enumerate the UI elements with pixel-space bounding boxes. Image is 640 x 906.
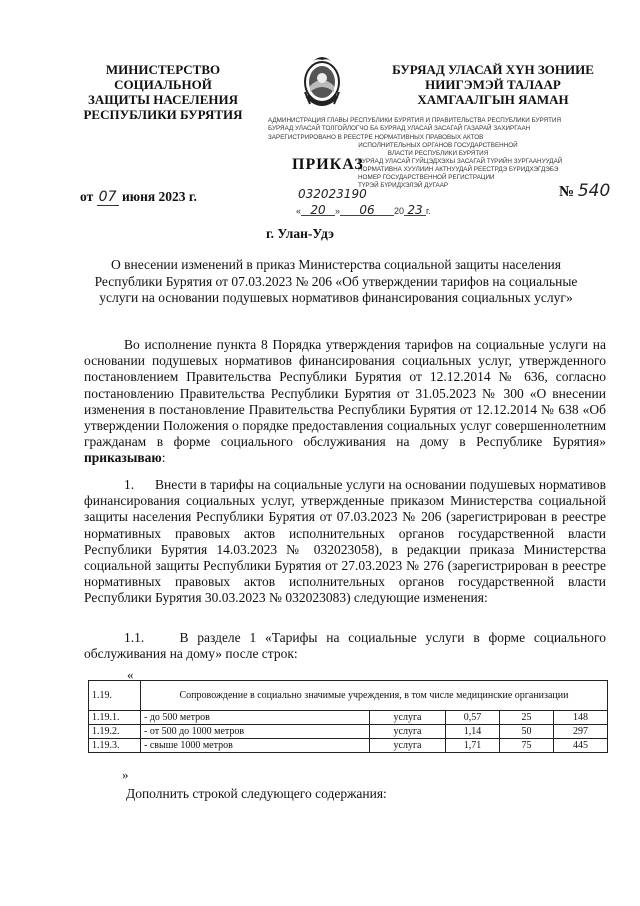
table-row bbox=[89, 725, 608, 739]
table-cell-code: 1.19. bbox=[89, 681, 141, 711]
ministry-name-russian bbox=[58, 62, 268, 122]
clause-1 bbox=[84, 477, 606, 607]
stamp-line: НОРМАТИВНА ХУУЛИИН АКТНУУДАЙ РЕЕСТРДЭ БҮРИДХЭГДЭБЭ bbox=[358, 166, 559, 173]
table-cell-unit: услуга bbox=[370, 711, 446, 725]
clause-1-1 bbox=[84, 630, 606, 662]
date-prefix: от bbox=[80, 189, 94, 204]
table-cell-value: 297 bbox=[554, 725, 608, 739]
table-cell-value: 445 bbox=[554, 739, 608, 753]
stamp-line: БУРЯАД УЛАСАЙ ГУЙЦЭДХЭХЫ ЗАСАГАЙ ТҮРИЙН ЗУРГААНУУДАЙ bbox=[358, 158, 563, 165]
stamp-line: АДМИНИСТРАЦИЯ ГЛАВЫ РЕСПУБЛИКИ БУРЯТИЯ И ПРАВИТЕЛЬСТВА РЕСПУБЛИКИ БУРЯТИЯ bbox=[268, 117, 562, 124]
clause-number: 1.1. bbox=[124, 630, 145, 645]
table-cell-value: 1,14 bbox=[446, 725, 500, 739]
table-cell-code: 1.19.2. bbox=[89, 725, 141, 739]
stamp-quote: » bbox=[335, 206, 341, 216]
stamp-year-suffix: г. bbox=[426, 206, 431, 216]
ministry-line: ЗАЩИТЫ НАСЕЛЕНИЯ bbox=[87, 92, 239, 107]
table-cell-value: 0,57 bbox=[446, 711, 500, 725]
table-cell-name: Сопровождение в социально значимые учреждения, в том числе медицинские организации bbox=[141, 681, 608, 711]
coat-of-arms-icon bbox=[300, 52, 344, 118]
document-date bbox=[80, 189, 197, 206]
document-title: О внесении изменений в приказ Министерства социальной защиты населения Республики Бурятия от 07.03.2023 № 206 «Об утверждении тарифов на социальные услуги на основании подушевых нормативов финансирования социальных услуг» bbox=[94, 257, 578, 305]
table-row bbox=[89, 739, 608, 753]
table-row bbox=[89, 681, 608, 711]
document-type-label: ПРИКАЗ bbox=[292, 156, 364, 173]
table-cell-name: - от 500 до 1000 метров bbox=[141, 725, 370, 739]
ministry-line: МИНИСТЕРСТВО СОЦИАЛЬНОЙ bbox=[105, 62, 221, 92]
ministry-line: РЕСПУБЛИКИ БУРЯТИЯ bbox=[83, 107, 243, 122]
stamp-year: 23 bbox=[404, 207, 426, 216]
number-sign: № bbox=[559, 184, 575, 200]
table-cell-value: 1,71 bbox=[446, 739, 500, 753]
table-cell-value: 25 bbox=[500, 711, 554, 725]
table-cell-name: - свыше 1000 метров bbox=[141, 739, 370, 753]
stamp-line: ИСПОЛНИТЕЛЬНЫХ ОРГАНОВ ГОСУДАРСТВЕННОЙ bbox=[358, 142, 518, 149]
stamp-line: НОМЕР ГОСУДАРСТВЕННОЙ РЕГИСТРАЦИИ bbox=[358, 174, 495, 181]
table-cell-value: 50 bbox=[500, 725, 554, 739]
addition-paragraph: Дополнить строкой следующего содержания: bbox=[126, 786, 387, 801]
table-cell-name: - до 500 метров bbox=[141, 711, 370, 725]
clause-text: Внести в тарифы на социальные услуги на основании подушевых нормативов финансирования социальных услуг, утвержденные приказом Министерства социальной защиты населения Республики Бурятия от 07.03.2023 № 206 (зарегистрирован в реестре нормативных правовых актов исполнительных органов государственной власти Республики Бурятия 14.03.2023 № 032023058), в редакции приказа Министерства социальной защиты Республики Бурятия от 27.03.2023 № 276 (зарегистрирован в реестре нормативных правовых актов исполнительных органов государственной власти Республики Бурятия 30.03.2023 № 032023083) следующие изменения: bbox=[84, 477, 606, 606]
ministry-name-buryat bbox=[376, 62, 610, 107]
order-verb: приказываю bbox=[84, 450, 162, 466]
clause-text: В разделе 1 «Тарифы на социальные услуги в форме социального обслуживания на дому» после строк: bbox=[84, 630, 606, 662]
table-cell-code: 1.19.3. bbox=[89, 739, 141, 753]
stamp-quote: « bbox=[296, 206, 302, 216]
ministry-line: НИИГЭМЭЙ ТАЛААР bbox=[425, 77, 561, 92]
stamp-date bbox=[296, 203, 496, 217]
stamp-line: БУРЯАД УЛАСАЙ ТОЛГОЙЛОГЧО БА БУРЯАД УЛАСАЙ ЗАСАГАЙ ГАЗАРАЙ ЗАХИРГААН bbox=[268, 125, 531, 132]
coat-of-arms-emblem bbox=[300, 52, 344, 118]
document-number bbox=[559, 181, 610, 201]
quote-open: « bbox=[127, 667, 134, 682]
date-rest: июня 2023 г. bbox=[121, 189, 197, 204]
stamp-line: ТҮРЭЙ БҮРИДХЭЛЭЙ ДУГААР bbox=[358, 182, 449, 189]
stamp-day: 20 bbox=[301, 207, 335, 216]
stamp-line: ЗАРЕГИСТРИРОВАНО В РЕЕСТРЕ НОРМАТИВНЫХ ПРАВОВЫХ АКТОВ bbox=[268, 134, 484, 141]
table-cell-unit: услуга bbox=[370, 739, 446, 753]
preamble-text: Во исполнение пункта 8 Порядка утверждения тарифов на социальные услуги на основании подушевых нормативов финансирования социальных услуг, утвержденного постановлением Правительства Республики Бурятия от 12.12.2014 № 636, согласно постановлению Правительства Республики Бурятия от 31.05.2023 № 300 «О внесении изменения в постановление Правительства Республики Бурятия от 12.12.2014 № 638 «Об утверждении Положения о порядке предоставления социальных услуг совершеннолетним гражданам в форме социального обслуживания на дому в Республике Бурятия» bbox=[84, 337, 606, 450]
ministry-line: ХАМГААЛГЫН ЯАМАН bbox=[417, 92, 569, 107]
ministry-line: БУРЯАД УЛАСАЙ ХҮН ЗОНИИЕ bbox=[392, 62, 594, 77]
order-colon: : bbox=[161, 450, 166, 466]
table-cell-code: 1.19.1. bbox=[89, 711, 141, 725]
stamp-year-prefix: 20 bbox=[394, 206, 405, 216]
table-cell-value: 75 bbox=[500, 739, 554, 753]
tariff-table bbox=[88, 680, 608, 753]
preamble-paragraph bbox=[84, 337, 606, 467]
document-city: г. Улан-Удэ bbox=[266, 226, 334, 241]
number-value: 540 bbox=[577, 181, 611, 201]
stamp-line: ВЛАСТИ РЕСПУБЛИКИ БУРЯТИЯ bbox=[387, 150, 489, 157]
table-cell-unit: услуга bbox=[370, 725, 446, 739]
table-cell-value: 148 bbox=[554, 711, 608, 725]
clause-number: 1. bbox=[124, 477, 135, 492]
stamp-reg-number: 032023190 bbox=[298, 187, 367, 201]
stamp-month: 06 bbox=[340, 207, 394, 216]
table-row bbox=[89, 711, 608, 725]
quote-close: » bbox=[122, 767, 129, 782]
date-day: 07 bbox=[97, 189, 119, 206]
